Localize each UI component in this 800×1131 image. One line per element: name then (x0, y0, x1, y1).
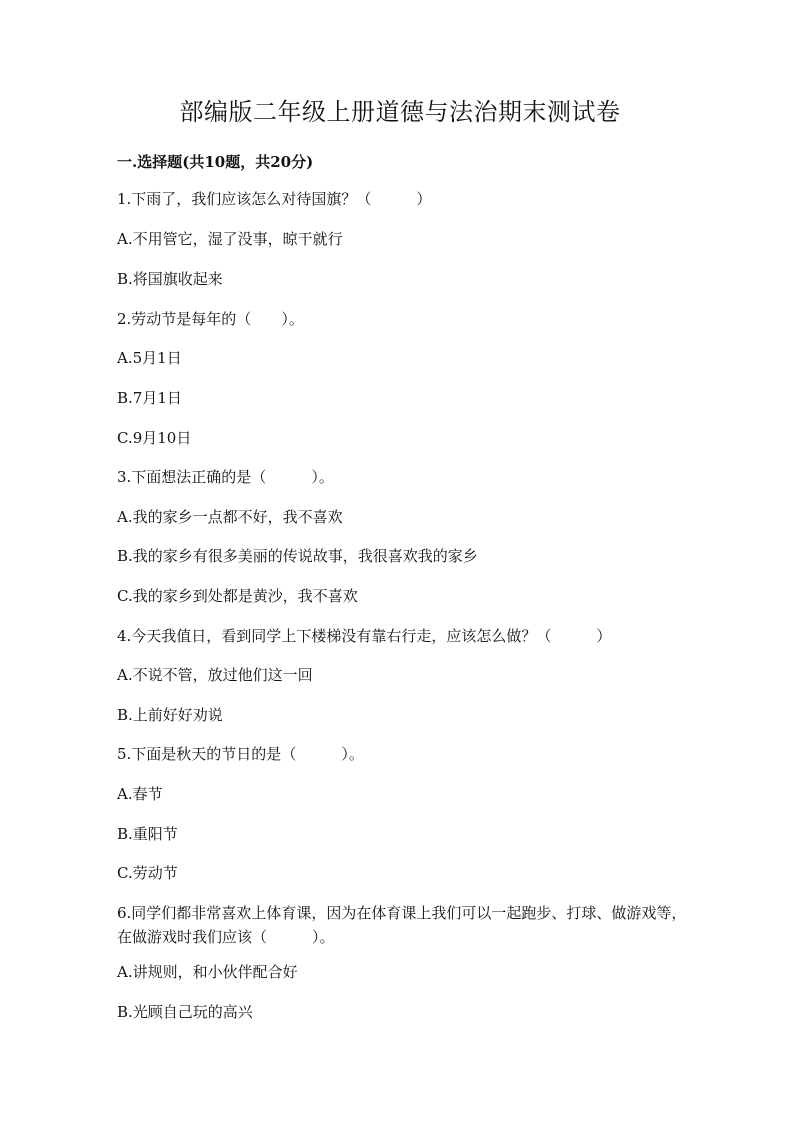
question-5: 5.下面是秋天的节日的是（ ）。 (117, 745, 364, 763)
page-title: 部编版二年级上册道德与法治期末测试卷 (179, 98, 621, 126)
q5-option-a: A.春节 (117, 785, 163, 803)
question-3: 3.下面想法正确的是（ ）。 (117, 468, 334, 486)
question-4: 4.今天我值日，看到同学上下楼梯没有靠右行走，应该怎么做？（ ） (117, 627, 612, 645)
q1-option-b: B.将国旗收起来 (117, 270, 223, 288)
q5-option-c: C.劳动节 (117, 864, 178, 882)
q1-option-a: A.不用管它，湿了没事，晾干就行 (117, 230, 343, 248)
q5-option-b: B.重阳节 (117, 825, 178, 843)
question-1: 1.下雨了，我们应该怎么对待国旗？（ ） (117, 190, 432, 208)
q6-option-b: B.光顾自己玩的高兴 (117, 1003, 253, 1021)
q4-option-b: B.上前好好劝说 (117, 706, 223, 724)
section-heading: 一.选择题(共10题，共20分) (117, 153, 314, 171)
q3-option-a: A.我的家乡一点都不好，我不喜欢 (117, 508, 343, 526)
q3-option-c: C.我的家乡到处都是黄沙，我不喜欢 (117, 587, 358, 605)
question-2: 2.劳动节是每年的（ ）。 (117, 310, 304, 328)
q4-option-a: A.不说不管，放过他们这一回 (117, 666, 313, 684)
q3-option-b: B.我的家乡有很多美丽的传说故事，我很喜欢我的家乡 (117, 547, 478, 565)
q2-option-c: C.9月10日 (117, 429, 192, 447)
q2-option-b: B.7月1日 (117, 389, 182, 407)
question-6: 6.同学们都非常喜欢上体育课，因为在体育课上我们可以一起跑步、打球、做游戏等，在做游戏时我们应该（ ）。 (117, 904, 687, 946)
q2-option-a: A.5月1日 (117, 349, 182, 367)
q6-option-a: A.讲规则，和小伙伴配合好 (117, 963, 298, 981)
